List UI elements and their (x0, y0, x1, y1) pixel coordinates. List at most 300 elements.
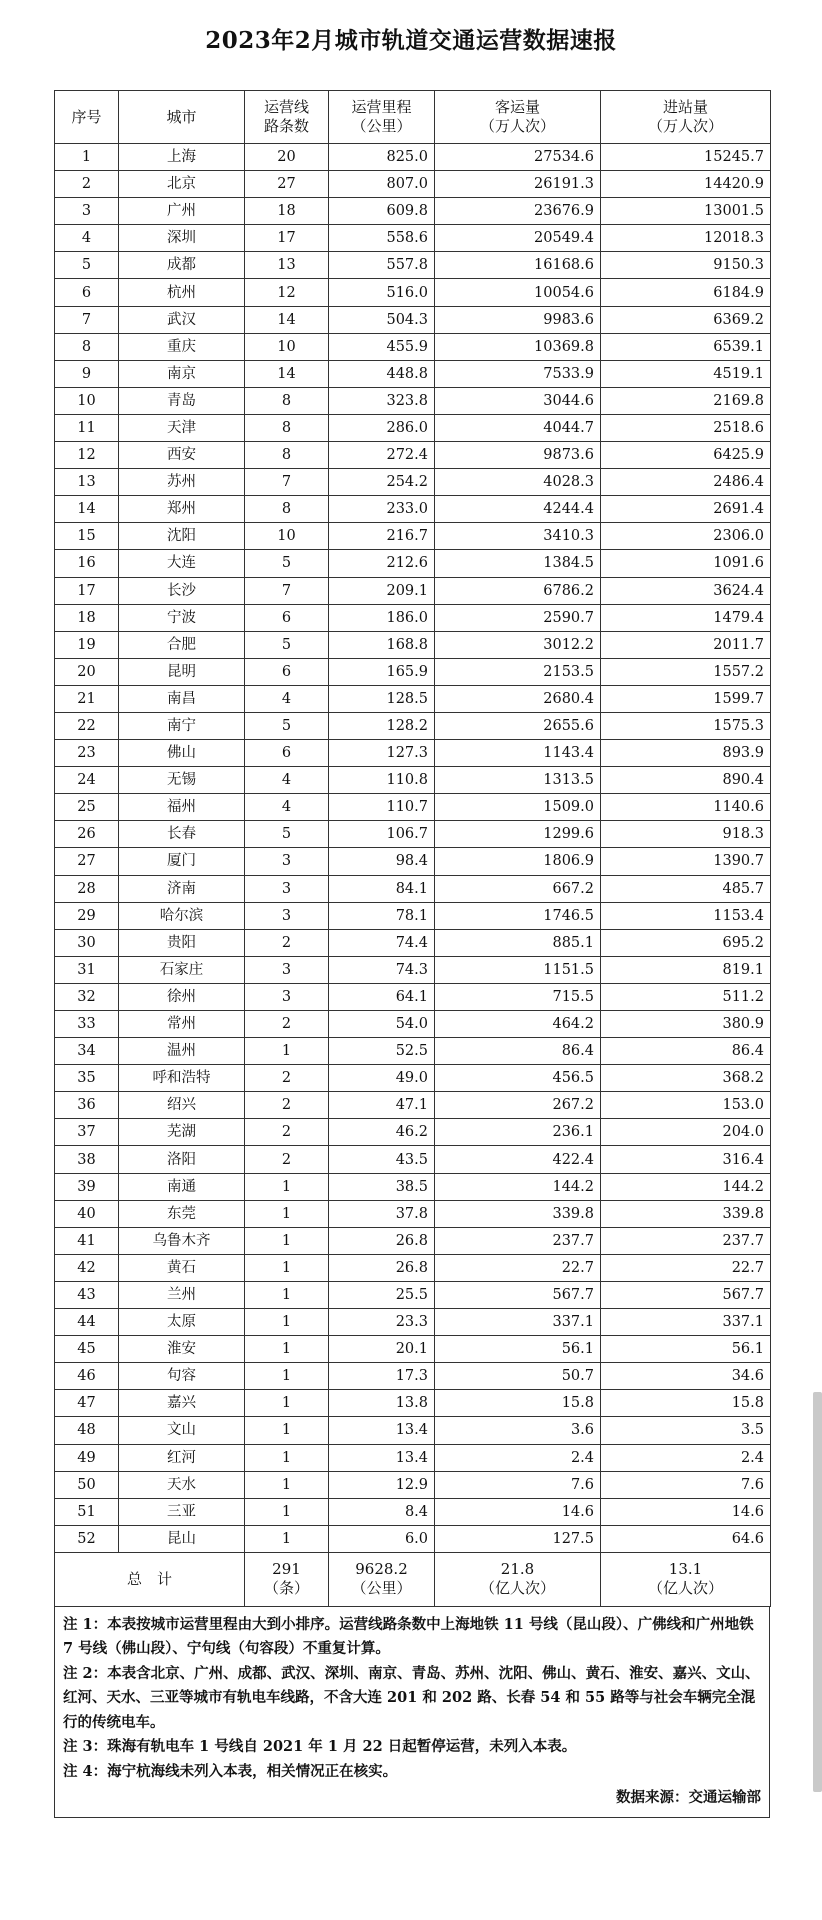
row-lines: 1 (245, 1525, 329, 1552)
row-index: 7 (55, 306, 119, 333)
row-index: 23 (55, 740, 119, 767)
row-lines: 2 (245, 1119, 329, 1146)
row-index: 14 (55, 496, 119, 523)
row-entries: 695.2 (601, 929, 771, 956)
row-ridership: 23676.9 (435, 198, 601, 225)
row-entries: 4519.1 (601, 360, 771, 387)
ridership-table (54, 90, 771, 1607)
total-lines: 291 （条） (245, 1552, 329, 1606)
row-city: 上海 (119, 144, 245, 171)
row-mileage: 233.0 (329, 496, 435, 523)
table-row (55, 1065, 771, 1092)
row-city: 长春 (119, 821, 245, 848)
table-row (55, 712, 771, 739)
row-ridership: 56.1 (435, 1336, 601, 1363)
row-index: 15 (55, 523, 119, 550)
row-lines: 14 (245, 360, 329, 387)
header-city-label: 城市 (166, 107, 197, 126)
row-entries: 893.9 (601, 740, 771, 767)
row-entries: 34.6 (601, 1363, 771, 1390)
row-city: 苏州 (119, 469, 245, 496)
row-index: 38 (55, 1146, 119, 1173)
row-lines: 4 (245, 767, 329, 794)
page-title: 2023年2月城市轨道交通运营数据速报 (205, 27, 617, 54)
row-city: 武汉 (119, 306, 245, 333)
row-index: 32 (55, 983, 119, 1010)
row-entries: 15.8 (601, 1390, 771, 1417)
row-ridership: 1151.5 (435, 956, 601, 983)
row-lines: 1 (245, 1227, 329, 1254)
row-mileage: 165.9 (329, 658, 435, 685)
row-city: 重庆 (119, 333, 245, 360)
row-city: 南宁 (119, 712, 245, 739)
row-city: 大连 (119, 550, 245, 577)
row-mileage: 74.3 (329, 956, 435, 983)
row-city: 贵阳 (119, 929, 245, 956)
row-index: 33 (55, 1011, 119, 1038)
row-ridership: 456.5 (435, 1065, 601, 1092)
row-mileage: 43.5 (329, 1146, 435, 1173)
row-mileage: 128.2 (329, 712, 435, 739)
row-ridership: 2590.7 (435, 604, 601, 631)
row-city: 沈阳 (119, 523, 245, 550)
row-mileage: 49.0 (329, 1065, 435, 1092)
row-city: 无锡 (119, 767, 245, 794)
row-mileage: 26.8 (329, 1227, 435, 1254)
row-index: 34 (55, 1038, 119, 1065)
row-lines: 1 (245, 1471, 329, 1498)
row-lines: 10 (245, 333, 329, 360)
row-ridership: 14.6 (435, 1498, 601, 1525)
table-row (55, 1336, 771, 1363)
row-lines: 1 (245, 1038, 329, 1065)
row-ridership: 2153.5 (435, 658, 601, 685)
row-mileage: 558.6 (329, 225, 435, 252)
row-lines: 1 (245, 1417, 329, 1444)
row-mileage: 98.4 (329, 848, 435, 875)
row-mileage: 216.7 (329, 523, 435, 550)
row-mileage: 23.3 (329, 1309, 435, 1336)
row-lines: 5 (245, 550, 329, 577)
row-city: 南昌 (119, 685, 245, 712)
row-mileage: 37.8 (329, 1200, 435, 1227)
row-mileage: 609.8 (329, 198, 435, 225)
row-lines: 8 (245, 414, 329, 441)
total-label: 总 计 (55, 1552, 245, 1606)
header-ridership-label: 客运量 （万人次） (479, 98, 555, 135)
row-entries: 14.6 (601, 1498, 771, 1525)
row-index: 48 (55, 1417, 119, 1444)
row-city: 绍兴 (119, 1092, 245, 1119)
row-mileage: 128.5 (329, 685, 435, 712)
row-city: 成都 (119, 252, 245, 279)
row-lines: 1 (245, 1173, 329, 1200)
row-entries: 64.6 (601, 1525, 771, 1552)
row-lines: 7 (245, 577, 329, 604)
row-ridership: 86.4 (435, 1038, 601, 1065)
row-entries: 2169.8 (601, 387, 771, 414)
row-ridership: 144.2 (435, 1173, 601, 1200)
row-entries: 237.7 (601, 1227, 771, 1254)
row-lines: 4 (245, 685, 329, 712)
row-index: 26 (55, 821, 119, 848)
row-mileage: 52.5 (329, 1038, 435, 1065)
header-lines-label: 运营线 路条数 (263, 98, 309, 135)
row-mileage: 209.1 (329, 577, 435, 604)
row-city: 昆山 (119, 1525, 245, 1552)
row-index: 21 (55, 685, 119, 712)
table-row (55, 875, 771, 902)
row-city: 三亚 (119, 1498, 245, 1525)
row-city: 嘉兴 (119, 1390, 245, 1417)
row-index: 20 (55, 658, 119, 685)
row-lines: 20 (245, 144, 329, 171)
note-1: 注 1：本表按城市运营里程由大到小排序。运营线路条数中上海地铁 11 号线（昆山段）、广佛线和广州地铁 7 号线（佛山段）、宁句线（句容段）不重复计算。 (63, 1615, 754, 1658)
row-entries: 1479.4 (601, 604, 771, 631)
row-ridership: 885.1 (435, 929, 601, 956)
header-index (55, 91, 119, 144)
table-row (55, 658, 771, 685)
table-row (55, 929, 771, 956)
row-entries: 890.4 (601, 767, 771, 794)
row-mileage: 12.9 (329, 1471, 435, 1498)
table-row (55, 983, 771, 1010)
row-lines: 5 (245, 631, 329, 658)
row-ridership: 7.6 (435, 1471, 601, 1498)
row-lines: 2 (245, 1146, 329, 1173)
row-ridership: 1313.5 (435, 767, 601, 794)
row-index: 6 (55, 279, 119, 306)
row-city: 句容 (119, 1363, 245, 1390)
table-row (55, 1498, 771, 1525)
table-row (55, 198, 771, 225)
row-mileage: 6.0 (329, 1525, 435, 1552)
row-entries: 12018.3 (601, 225, 771, 252)
row-index: 51 (55, 1498, 119, 1525)
row-lines: 2 (245, 929, 329, 956)
row-entries: 2518.6 (601, 414, 771, 441)
table-row (55, 550, 771, 577)
row-lines: 3 (245, 983, 329, 1010)
row-mileage: 168.8 (329, 631, 435, 658)
row-city: 常州 (119, 1011, 245, 1038)
row-city: 太原 (119, 1309, 245, 1336)
row-index: 5 (55, 252, 119, 279)
row-city: 广州 (119, 198, 245, 225)
row-ridership: 1384.5 (435, 550, 601, 577)
row-entries: 86.4 (601, 1038, 771, 1065)
total-ridership: 21.8 （亿人次） (435, 1552, 601, 1606)
row-mileage: 74.4 (329, 929, 435, 956)
row-lines: 6 (245, 658, 329, 685)
row-lines: 2 (245, 1065, 329, 1092)
row-ridership: 9983.6 (435, 306, 601, 333)
table-row (55, 1444, 771, 1471)
row-ridership: 237.7 (435, 1227, 601, 1254)
row-city: 红河 (119, 1444, 245, 1471)
scrollbar-thumb[interactable] (813, 1392, 822, 1792)
row-entries: 316.4 (601, 1146, 771, 1173)
total-row (55, 1552, 771, 1606)
row-city: 温州 (119, 1038, 245, 1065)
row-city: 呼和浩特 (119, 1065, 245, 1092)
row-index: 19 (55, 631, 119, 658)
row-mileage: 20.1 (329, 1336, 435, 1363)
row-ridership: 1299.6 (435, 821, 601, 848)
row-index: 12 (55, 442, 119, 469)
row-mileage: 78.1 (329, 902, 435, 929)
table-row (55, 740, 771, 767)
row-lines: 5 (245, 821, 329, 848)
row-index: 30 (55, 929, 119, 956)
table-row (55, 279, 771, 306)
row-lines: 1 (245, 1336, 329, 1363)
row-entries: 13001.5 (601, 198, 771, 225)
header-lines (245, 91, 329, 144)
row-ridership: 337.1 (435, 1309, 601, 1336)
row-mileage: 110.7 (329, 794, 435, 821)
row-mileage: 127.3 (329, 740, 435, 767)
row-ridership: 50.7 (435, 1363, 601, 1390)
table-row (55, 1146, 771, 1173)
row-lines: 1 (245, 1254, 329, 1281)
row-entries: 1575.3 (601, 712, 771, 739)
table-row (55, 1119, 771, 1146)
row-ridership: 3012.2 (435, 631, 601, 658)
row-city: 石家庄 (119, 956, 245, 983)
row-index: 16 (55, 550, 119, 577)
row-mileage: 106.7 (329, 821, 435, 848)
table-row (55, 442, 771, 469)
row-ridership: 339.8 (435, 1200, 601, 1227)
row-lines: 2 (245, 1011, 329, 1038)
table-row (55, 1038, 771, 1065)
row-entries: 485.7 (601, 875, 771, 902)
row-city: 乌鲁木齐 (119, 1227, 245, 1254)
row-entries: 511.2 (601, 983, 771, 1010)
table-row (55, 1309, 771, 1336)
row-index: 35 (55, 1065, 119, 1092)
row-index: 29 (55, 902, 119, 929)
row-ridership: 4244.4 (435, 496, 601, 523)
row-mileage: 13.4 (329, 1417, 435, 1444)
table-row (55, 902, 771, 929)
table-row (55, 1417, 771, 1444)
row-entries: 2486.4 (601, 469, 771, 496)
row-ridership: 10054.6 (435, 279, 601, 306)
row-index: 28 (55, 875, 119, 902)
row-ridership: 20549.4 (435, 225, 601, 252)
row-ridership: 2655.6 (435, 712, 601, 739)
row-lines: 1 (245, 1390, 329, 1417)
row-index: 25 (55, 794, 119, 821)
row-index: 13 (55, 469, 119, 496)
row-city: 西安 (119, 442, 245, 469)
row-mileage: 54.0 (329, 1011, 435, 1038)
row-ridership: 4044.7 (435, 414, 601, 441)
header-ridership (435, 91, 601, 144)
row-entries: 6184.9 (601, 279, 771, 306)
row-entries: 204.0 (601, 1119, 771, 1146)
row-index: 44 (55, 1309, 119, 1336)
row-mileage: 46.2 (329, 1119, 435, 1146)
header-index-label: 序号 (71, 107, 102, 126)
table-row (55, 306, 771, 333)
row-entries: 6425.9 (601, 442, 771, 469)
total-mileage: 9628.2 （公里） (329, 1552, 435, 1606)
row-mileage: 807.0 (329, 171, 435, 198)
row-city: 厦门 (119, 848, 245, 875)
total-entries: 13.1 （亿人次） (601, 1552, 771, 1606)
row-entries: 2.4 (601, 1444, 771, 1471)
table-row (55, 685, 771, 712)
table-row (55, 1092, 771, 1119)
table-row (55, 1173, 771, 1200)
row-ridership: 16168.6 (435, 252, 601, 279)
row-entries: 380.9 (601, 1011, 771, 1038)
row-ridership: 567.7 (435, 1281, 601, 1308)
row-entries: 9150.3 (601, 252, 771, 279)
row-entries: 1140.6 (601, 794, 771, 821)
row-entries: 1557.2 (601, 658, 771, 685)
row-entries: 2306.0 (601, 523, 771, 550)
row-city: 淮安 (119, 1336, 245, 1363)
row-entries: 339.8 (601, 1200, 771, 1227)
row-mileage: 455.9 (329, 333, 435, 360)
row-city: 洛阳 (119, 1146, 245, 1173)
row-mileage: 110.8 (329, 767, 435, 794)
row-ridership: 26191.3 (435, 171, 601, 198)
row-mileage: 825.0 (329, 144, 435, 171)
row-mileage: 13.4 (329, 1444, 435, 1471)
row-mileage: 448.8 (329, 360, 435, 387)
row-city: 东莞 (119, 1200, 245, 1227)
data-sheet (54, 90, 770, 1818)
row-entries: 56.1 (601, 1336, 771, 1363)
row-ridership: 15.8 (435, 1390, 601, 1417)
table-row (55, 577, 771, 604)
row-ridership: 1143.4 (435, 740, 601, 767)
row-city: 芜湖 (119, 1119, 245, 1146)
row-lines: 7 (245, 469, 329, 496)
row-mileage: 84.1 (329, 875, 435, 902)
row-lines: 5 (245, 712, 329, 739)
table-row (55, 252, 771, 279)
row-index: 37 (55, 1119, 119, 1146)
row-mileage: 212.6 (329, 550, 435, 577)
row-index: 42 (55, 1254, 119, 1281)
row-entries: 918.3 (601, 821, 771, 848)
row-index: 36 (55, 1092, 119, 1119)
row-ridership: 3044.6 (435, 387, 601, 414)
row-lines: 1 (245, 1363, 329, 1390)
row-entries: 7.6 (601, 1471, 771, 1498)
row-entries: 14420.9 (601, 171, 771, 198)
table-row (55, 333, 771, 360)
row-entries: 2011.7 (601, 631, 771, 658)
table-row (55, 1281, 771, 1308)
row-index: 50 (55, 1471, 119, 1498)
row-lines: 1 (245, 1281, 329, 1308)
row-mileage: 64.1 (329, 983, 435, 1010)
table-row (55, 794, 771, 821)
table-row (55, 631, 771, 658)
row-mileage: 286.0 (329, 414, 435, 441)
row-entries: 144.2 (601, 1173, 771, 1200)
table-row (55, 1525, 771, 1552)
row-mileage: 26.8 (329, 1254, 435, 1281)
row-mileage: 8.4 (329, 1498, 435, 1525)
table-row (55, 1390, 771, 1417)
table-row (55, 225, 771, 252)
row-index: 49 (55, 1444, 119, 1471)
row-lines: 3 (245, 848, 329, 875)
row-index: 24 (55, 767, 119, 794)
row-city: 长沙 (119, 577, 245, 604)
row-lines: 10 (245, 523, 329, 550)
row-entries: 1390.7 (601, 848, 771, 875)
row-ridership: 2.4 (435, 1444, 601, 1471)
row-ridership: 1806.9 (435, 848, 601, 875)
row-lines: 2 (245, 1092, 329, 1119)
row-lines: 3 (245, 956, 329, 983)
row-lines: 13 (245, 252, 329, 279)
row-entries: 1091.6 (601, 550, 771, 577)
row-entries: 368.2 (601, 1065, 771, 1092)
table-row (55, 1363, 771, 1390)
table-row (55, 1227, 771, 1254)
row-mileage: 516.0 (329, 279, 435, 306)
row-lines: 27 (245, 171, 329, 198)
row-index: 40 (55, 1200, 119, 1227)
row-city: 北京 (119, 171, 245, 198)
row-lines: 1 (245, 1309, 329, 1336)
row-ridership: 27534.6 (435, 144, 601, 171)
row-lines: 6 (245, 740, 329, 767)
row-city: 青岛 (119, 387, 245, 414)
row-lines: 6 (245, 604, 329, 631)
row-city: 昆明 (119, 658, 245, 685)
row-ridership: 22.7 (435, 1254, 601, 1281)
row-mileage: 504.3 (329, 306, 435, 333)
row-mileage: 47.1 (329, 1092, 435, 1119)
row-index: 17 (55, 577, 119, 604)
header-entries-label: 进站量 （万人次） (647, 98, 723, 135)
row-entries: 3624.4 (601, 577, 771, 604)
table-row (55, 523, 771, 550)
row-mileage: 254.2 (329, 469, 435, 496)
table-row (55, 604, 771, 631)
row-mileage: 272.4 (329, 442, 435, 469)
row-city: 南京 (119, 360, 245, 387)
row-ridership: 715.5 (435, 983, 601, 1010)
row-mileage: 557.8 (329, 252, 435, 279)
header-mileage (329, 91, 435, 144)
row-ridership: 1509.0 (435, 794, 601, 821)
row-city: 杭州 (119, 279, 245, 306)
row-city: 福州 (119, 794, 245, 821)
row-ridership: 464.2 (435, 1011, 601, 1038)
row-mileage: 25.5 (329, 1281, 435, 1308)
row-entries: 153.0 (601, 1092, 771, 1119)
row-lines: 3 (245, 875, 329, 902)
row-ridership: 3.6 (435, 1417, 601, 1444)
row-entries: 6539.1 (601, 333, 771, 360)
note-2: 注 2：本表含北京、广州、成都、武汉、深圳、南京、青岛、苏州、沈阳、佛山、黄石、淮安、嘉兴、文山、红河、天水、三亚等城市有轨电车线路，不含大连 201 和 202 路、长春 54 和 55 路等与社会车辆完全混行的传统电车。 (63, 1664, 760, 1731)
row-index: 47 (55, 1390, 119, 1417)
row-index: 4 (55, 225, 119, 252)
row-city: 郑州 (119, 496, 245, 523)
